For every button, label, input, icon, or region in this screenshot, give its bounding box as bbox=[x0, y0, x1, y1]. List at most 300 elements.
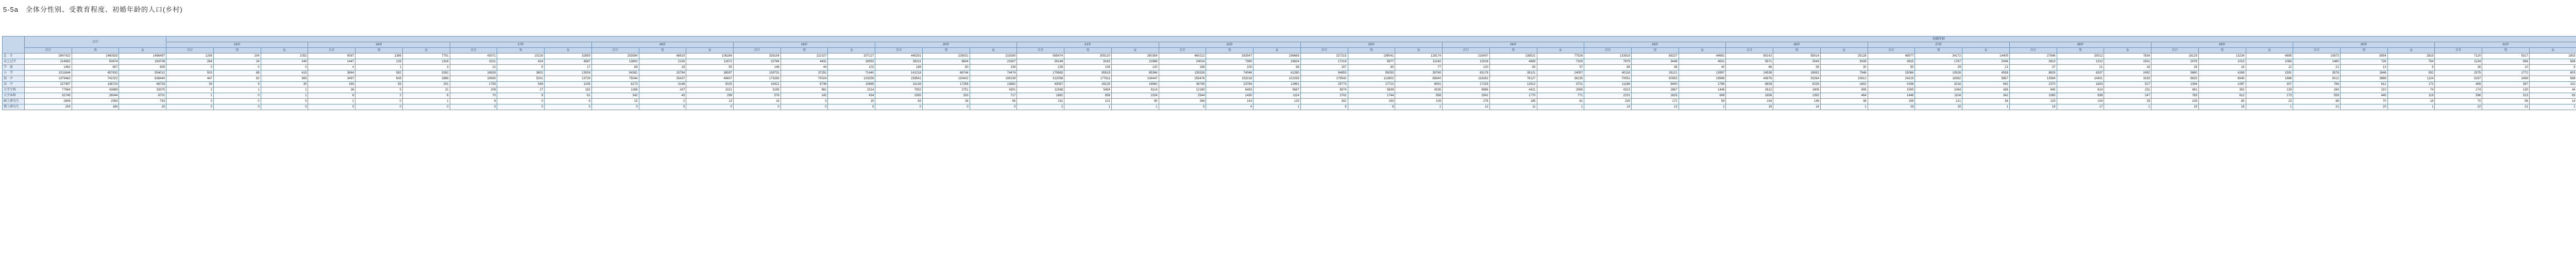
table-cell: 88 bbox=[1584, 65, 1632, 70]
header-sex: 女 bbox=[1537, 48, 1584, 54]
table-cell: 2646 bbox=[2340, 70, 2387, 76]
header-sex: 女 bbox=[2104, 48, 2151, 54]
table-cell: 1 bbox=[308, 99, 355, 104]
table-cell: 39760 bbox=[1395, 70, 1443, 76]
table-cell: 260354 bbox=[1111, 54, 1159, 59]
header-sex: 女 bbox=[2387, 48, 2435, 54]
table-cell: 4301 bbox=[970, 87, 1017, 93]
table-cell: 109139 bbox=[970, 76, 1017, 82]
table-cell: 1625 bbox=[1631, 93, 1679, 99]
header-sex: 女 bbox=[1962, 48, 2010, 54]
table-cell: 2541 bbox=[1443, 93, 1490, 99]
table-cell: 6493 bbox=[1206, 87, 1253, 93]
table-cell: 15 bbox=[828, 99, 875, 104]
table-cell: 396 bbox=[2435, 93, 2482, 99]
table-cell: 94853 bbox=[1300, 70, 1348, 76]
table-cell: 1318 bbox=[402, 59, 450, 65]
table-cell: 1446 bbox=[1679, 87, 1726, 93]
table-cell: 25128 bbox=[1820, 54, 1868, 59]
table-cell: 219260 bbox=[970, 54, 1017, 59]
table-cell: 12180 bbox=[1159, 87, 1206, 93]
table-cell: 108 bbox=[970, 65, 1017, 70]
table-cell: 74 bbox=[2387, 87, 2435, 93]
table-row bbox=[3, 65, 2576, 70]
table-cell: 8 bbox=[2387, 65, 2435, 70]
table-cell: 612 bbox=[2340, 82, 2387, 87]
table-cell: 80142 bbox=[1726, 54, 1773, 59]
table-cell: 48577 bbox=[1868, 54, 1915, 59]
table-cell: 771 bbox=[1537, 93, 1584, 99]
table-cell: 18930 bbox=[450, 76, 497, 82]
table-cell: 40118 bbox=[1584, 70, 1632, 76]
table-cell: 6828 bbox=[1726, 82, 1773, 87]
table-cell: 15 bbox=[1915, 104, 1962, 110]
header-sex: 男 bbox=[1631, 48, 1679, 54]
table-cell: 6 bbox=[2529, 65, 2576, 70]
table-cell: 6337 bbox=[2057, 70, 2104, 76]
table-cell: 440 bbox=[2340, 93, 2387, 99]
table-cell: 1052 bbox=[261, 54, 308, 59]
table-cell: 17722 bbox=[1348, 82, 1395, 87]
table-cell: 116262 bbox=[1443, 76, 1490, 82]
table-cell: 198 bbox=[1159, 65, 1206, 70]
table-cell: 16962 bbox=[1111, 82, 1159, 87]
table-cell: 838 bbox=[2057, 93, 2104, 99]
table-cell: 231 bbox=[2104, 87, 2151, 93]
table-cell: 14 bbox=[1773, 104, 1821, 110]
table-cell: 93 bbox=[875, 99, 923, 104]
table-cell: 5857 bbox=[1962, 76, 2010, 82]
table-cell: 120 bbox=[1111, 65, 1159, 70]
table-cell: 3497 bbox=[308, 76, 355, 82]
table-cell: 6645 bbox=[2198, 76, 2246, 82]
table-cell: 191 bbox=[1017, 99, 1064, 104]
table-cell: 153094 bbox=[591, 54, 639, 59]
table-row bbox=[3, 87, 2576, 93]
table-cell: 172 bbox=[2387, 82, 2435, 87]
header-sex: 男 bbox=[2057, 48, 2104, 54]
table-cell: 333 bbox=[922, 93, 970, 99]
table-cell: 19 bbox=[2151, 104, 2199, 110]
header-age-group: 17岁 bbox=[450, 42, 591, 48]
header-sex: 女 bbox=[686, 48, 734, 54]
table-cell: 21986 bbox=[1111, 59, 1159, 65]
table-cell: 7979 bbox=[1584, 59, 1632, 65]
table-cell: 247 bbox=[2104, 93, 2151, 99]
header-sex: 男 bbox=[355, 48, 403, 54]
table-cell: 21 bbox=[402, 87, 450, 93]
table-cell: 698 bbox=[2529, 76, 2576, 82]
table-cell: 4 bbox=[1206, 104, 1253, 110]
table-cell: 20012 bbox=[2057, 54, 2104, 59]
table-cell: 44 bbox=[781, 65, 828, 70]
table-cell: 3183 bbox=[2104, 76, 2151, 82]
table-cell: 2806 bbox=[25, 99, 72, 104]
table-cell: 4431 bbox=[781, 59, 828, 65]
table-cell: 226031 bbox=[922, 54, 970, 59]
table-cell: 18362 bbox=[1915, 76, 1962, 82]
table-cell: 0 bbox=[308, 104, 355, 110]
table-cell: 264 bbox=[166, 59, 214, 65]
table-cell: 1 bbox=[213, 87, 261, 93]
table-cell: 2063 bbox=[72, 99, 119, 104]
table-cell: 85519 bbox=[1064, 70, 1112, 76]
table-cell: 566 bbox=[2482, 59, 2530, 65]
table-cell: 146 bbox=[1773, 99, 1821, 104]
table-cell: 313 bbox=[2482, 93, 2530, 99]
table-cell: 133 bbox=[2009, 99, 2057, 104]
table-cell: 1501 bbox=[2104, 59, 2151, 65]
header-sex: 男 bbox=[1064, 48, 1112, 54]
table-cell: 7946 bbox=[1820, 70, 1868, 76]
table-cell: 36 bbox=[1773, 65, 1821, 70]
table-cell: 365 bbox=[261, 76, 308, 82]
table-cell: 5226 bbox=[1773, 82, 1821, 87]
table-cell: 16624 bbox=[1253, 59, 1301, 65]
table-cell: 2314 bbox=[828, 87, 875, 93]
header-sex: 女 bbox=[1253, 48, 1301, 54]
header-sex: 合计 bbox=[25, 48, 72, 54]
table-cell: 6701 bbox=[119, 93, 166, 99]
table-cell: 15 bbox=[591, 99, 639, 104]
table-cell: 8 bbox=[545, 99, 592, 104]
table-cell: 434 bbox=[828, 93, 875, 99]
table-cell: 0 bbox=[213, 99, 261, 104]
table-cell: 1856 bbox=[1726, 93, 1773, 99]
table-cell: 16828 bbox=[450, 70, 497, 76]
table-cell: 1460925 bbox=[72, 54, 119, 59]
table-cell: 13 bbox=[1631, 104, 1679, 110]
table-cell: 2543 bbox=[1773, 59, 1821, 65]
table-cell: 1245 bbox=[545, 82, 592, 87]
table-cell: 209 bbox=[450, 87, 497, 93]
table-cell: 612 bbox=[2198, 93, 2246, 99]
table-cell: 276 bbox=[1443, 99, 1490, 104]
table-cell: 170883 bbox=[1017, 70, 1064, 76]
table-cell: 80 bbox=[922, 65, 970, 70]
table-cell: 130 bbox=[2482, 87, 2530, 93]
table-cell: 32855 bbox=[545, 54, 592, 59]
table-cell: 1793 bbox=[450, 82, 497, 87]
row-label: 小 学 bbox=[3, 70, 25, 76]
table-cell: 5454 bbox=[1064, 87, 1112, 93]
table-cell: 21 bbox=[1962, 65, 2010, 70]
table-cell: 199041 bbox=[1348, 54, 1395, 59]
table-cell: 24057 bbox=[1537, 70, 1584, 76]
table-cell: 173 bbox=[2246, 93, 2293, 99]
table-cell: 163708 bbox=[119, 59, 166, 65]
row-label: 博士研究生 bbox=[3, 104, 25, 110]
table-cell: 13234 bbox=[2198, 54, 2246, 59]
table-cell: 65640 bbox=[1395, 76, 1443, 82]
table-cell: 1 bbox=[402, 99, 450, 104]
table-cell: 28211 bbox=[875, 59, 923, 65]
table-cell: 447 bbox=[166, 76, 214, 82]
table-cell: 18353 bbox=[828, 59, 875, 65]
table-cell: 554012 bbox=[119, 70, 166, 76]
table-cell: 328154 bbox=[734, 54, 781, 59]
header-sex: 女 bbox=[545, 48, 592, 54]
table-cell: 78127 bbox=[1489, 76, 1537, 82]
table-cell: 61 bbox=[545, 93, 592, 99]
table-cell: 77526 bbox=[1537, 54, 1584, 59]
table-cell: 108731 bbox=[734, 70, 781, 76]
table-cell: 80 bbox=[1348, 65, 1395, 70]
table-cell: 6114 bbox=[1111, 87, 1159, 93]
table-cell: 0 bbox=[922, 104, 970, 110]
table-cell: 194 bbox=[1726, 99, 1773, 104]
table-cell: 103259 bbox=[828, 76, 875, 82]
table-cell: 1591 bbox=[2246, 70, 2293, 76]
table-cell: 0 bbox=[497, 99, 545, 104]
header-sex: 女 bbox=[828, 48, 875, 54]
table-cell: 2231 bbox=[1584, 93, 1632, 99]
table-cell: 1024 bbox=[1111, 93, 1159, 99]
table-cell: 1 bbox=[1253, 104, 1301, 110]
table-cell: 77 bbox=[1395, 65, 1443, 70]
table-cell: 0 bbox=[261, 65, 308, 70]
table-cell: 18 bbox=[734, 99, 781, 104]
table-cell: 1 bbox=[1537, 104, 1584, 110]
table-cell: 2 bbox=[166, 87, 214, 93]
table-cell: 7052 bbox=[875, 87, 923, 93]
table-cell: 10612 bbox=[1820, 76, 1868, 82]
table-cell: 0 bbox=[213, 65, 261, 70]
header-age-group: 31岁 bbox=[2435, 42, 2576, 48]
table-cell: 0 bbox=[875, 104, 923, 110]
table-cell: 18 bbox=[2009, 104, 2057, 110]
header-age-group: 30岁 bbox=[2293, 42, 2435, 48]
table-cell: 24538 bbox=[1726, 70, 1773, 76]
header-sex: 女 bbox=[2246, 48, 2293, 54]
table-cell: 11672 bbox=[686, 59, 734, 65]
data-table bbox=[2, 36, 2576, 110]
table-cell: 74474 bbox=[970, 70, 1017, 76]
table-cell: 2786 bbox=[1679, 82, 1726, 87]
table-cell: 0 bbox=[213, 104, 261, 110]
table-cell: 0 bbox=[261, 99, 308, 104]
table-cell: 0 bbox=[166, 65, 214, 70]
table-cell: 6986 bbox=[1443, 87, 1490, 93]
table-row bbox=[3, 59, 2576, 65]
table-cell: 5687 bbox=[1253, 87, 1301, 93]
header-sex: 合计 bbox=[2293, 48, 2341, 54]
table-cell: 2492 bbox=[2104, 70, 2151, 76]
table-cell: 17 bbox=[545, 65, 592, 70]
table-cell: 415 bbox=[261, 70, 308, 76]
table-cell: 77064 bbox=[25, 87, 72, 93]
table-cell: 284 bbox=[2293, 87, 2341, 93]
table-cell: 8633 bbox=[2151, 76, 2199, 82]
table-cell: 55014 bbox=[1773, 54, 1821, 59]
table-cell: 0 bbox=[355, 104, 403, 110]
table-cell: 10401 bbox=[2057, 76, 2104, 82]
table-cell: 260 bbox=[308, 82, 355, 87]
table-cell: 104 bbox=[2057, 99, 2104, 104]
table-cell: 4538 bbox=[1962, 70, 2010, 76]
table-cell: 130402 bbox=[922, 76, 970, 82]
table-cell: 30148 bbox=[1017, 59, 1064, 65]
table-cell: 2702 bbox=[1300, 93, 1348, 99]
header-age-group: 28岁 bbox=[2009, 42, 2151, 48]
table-cell: 26125 bbox=[1064, 82, 1112, 87]
table-cell: 23784 bbox=[1206, 82, 1253, 87]
table-cell: 38597 bbox=[686, 70, 734, 76]
table-cell: 177611 bbox=[1064, 76, 1112, 82]
table-cell: 1 bbox=[2104, 104, 2151, 110]
header-sex: 男 bbox=[1206, 48, 1253, 54]
table-cell: 74046 bbox=[1206, 70, 1253, 76]
table-cell: 0 bbox=[355, 99, 403, 104]
table-cell: 196665 bbox=[1253, 54, 1301, 59]
table-cell: 11568 bbox=[1017, 87, 1064, 93]
table-cell: 2 bbox=[639, 99, 686, 104]
header-age-group: 27岁 bbox=[1868, 42, 2009, 48]
table-cell: 12 bbox=[1443, 104, 1490, 110]
table-cell: 881 bbox=[781, 87, 828, 93]
table-cell: 13584 bbox=[2009, 76, 2057, 82]
table-cell: 81 bbox=[1537, 99, 1584, 104]
table-cell: 624 bbox=[497, 59, 545, 65]
table-cell: 469 bbox=[2435, 82, 2482, 87]
table-cell: 24 bbox=[213, 59, 261, 65]
table-cell: 9 bbox=[1300, 104, 1348, 110]
table-cell: 1772 bbox=[2482, 70, 2530, 76]
table-cell: 2078 bbox=[2151, 59, 2199, 65]
table-cell: 24014 bbox=[1159, 59, 1206, 65]
table-cell: 17219 bbox=[1300, 59, 1348, 65]
table-cell: 582 bbox=[355, 70, 403, 76]
table-cell: 128174 bbox=[1395, 54, 1443, 59]
table-cell: 460212 bbox=[1159, 54, 1206, 59]
table-cell: 445291 bbox=[875, 54, 923, 59]
header-sex: 女 bbox=[1679, 48, 1726, 54]
table-cell: 754 bbox=[2387, 59, 2435, 65]
table-cell: 3844 bbox=[308, 70, 355, 76]
table-cell: 138724 bbox=[72, 82, 119, 87]
table-cell: 0 bbox=[828, 104, 875, 110]
table-cell: 3262 bbox=[402, 70, 450, 76]
table-cell: 66744 bbox=[922, 70, 970, 76]
table-cell: 932 bbox=[2387, 70, 2435, 76]
table-cell: 210 bbox=[2340, 87, 2387, 93]
table-row bbox=[3, 104, 2576, 110]
table-cell: 61280 bbox=[1253, 70, 1301, 76]
row-label: 学 前 bbox=[3, 65, 25, 70]
row-label: 总 计 bbox=[3, 54, 25, 59]
table-cell: 342 bbox=[591, 93, 639, 99]
header-sex: 合计 bbox=[308, 48, 355, 54]
header-sex: 男 bbox=[497, 48, 545, 54]
table-cell: 606 bbox=[1679, 93, 1726, 99]
table-cell: 2889 bbox=[402, 76, 450, 82]
header-sex: 女 bbox=[1820, 48, 1868, 54]
table-cell: 559 bbox=[2293, 93, 2341, 99]
header-sex: 男 bbox=[639, 48, 686, 54]
table-cell: 2819 bbox=[2387, 54, 2435, 59]
table-cell: 16 bbox=[2435, 65, 2482, 70]
table-cell: 143 bbox=[1206, 99, 1253, 104]
table-cell: 193 bbox=[1348, 99, 1395, 104]
table-cell: 1 bbox=[2246, 104, 2293, 110]
table-cell: 101 bbox=[1064, 99, 1112, 104]
table-cell: 106284 bbox=[686, 54, 734, 59]
table-cell: 16592 bbox=[1773, 70, 1821, 76]
table-cell: 0 bbox=[734, 104, 781, 110]
table-cell: 58 bbox=[1679, 99, 1726, 104]
table-cell: 0 bbox=[166, 99, 214, 104]
table-cell: 204 bbox=[25, 104, 72, 110]
table-cell: 10528 bbox=[1915, 70, 1962, 76]
table-cell: 142 bbox=[781, 93, 828, 99]
row-label: 硕士研究生 bbox=[3, 99, 25, 104]
table-cell: 3197 bbox=[2435, 76, 2482, 82]
table-cell: 1011644 bbox=[25, 70, 72, 76]
table-cell: 1843 bbox=[2057, 82, 2104, 87]
header-age-group: 22岁 bbox=[1159, 42, 1300, 48]
table-cell: 2 bbox=[1017, 104, 1064, 110]
header-sex: 合计 bbox=[166, 48, 214, 54]
table-cell: 23 bbox=[2246, 99, 2293, 104]
table-cell: 1446 bbox=[1868, 93, 1915, 99]
table-cell: 30264 bbox=[1773, 76, 1821, 82]
table-cell: 39 bbox=[166, 82, 214, 87]
table-cell: 717 bbox=[970, 93, 1017, 99]
table-row bbox=[3, 70, 2576, 76]
table-cell: 741022 bbox=[72, 76, 119, 82]
table-cell: 38 bbox=[1962, 99, 2010, 104]
table-cell: 614 bbox=[2057, 87, 2104, 93]
table-cell: 1803 bbox=[2529, 54, 2576, 59]
row-label: 初 中 bbox=[3, 76, 25, 82]
table-cell: 125 bbox=[1253, 99, 1301, 104]
header-age-group: 18岁 bbox=[591, 42, 733, 48]
table-cell: 21 bbox=[2293, 65, 2341, 70]
table-cell: 1602 bbox=[1820, 82, 1868, 87]
table-cell: 608 bbox=[355, 76, 403, 82]
table-cell: 10 bbox=[2482, 65, 2530, 70]
header-age-group: 24岁 bbox=[1443, 42, 1584, 48]
table-cell: 13882 bbox=[970, 82, 1017, 87]
table-cell: 88 bbox=[213, 70, 261, 76]
table-cell: 36745 bbox=[1159, 82, 1206, 87]
table-cell: 16 bbox=[1868, 104, 1915, 110]
table-cell: 307 bbox=[2246, 82, 2293, 87]
table-cell: 2544 bbox=[1159, 93, 1206, 99]
table-cell: 3148 bbox=[639, 82, 686, 87]
table-cell: 44691 bbox=[1679, 54, 1726, 59]
table-cell: 11 bbox=[1489, 104, 1537, 110]
table-cell: 352 bbox=[2198, 87, 2246, 93]
table-cell: 5317 bbox=[2482, 54, 2530, 59]
table-cell: 14 bbox=[2529, 99, 2576, 104]
table-cell: 66 bbox=[1726, 65, 1773, 70]
table-cell: 657 bbox=[72, 65, 119, 70]
table-cell: 70 bbox=[450, 93, 497, 99]
table-cell: 230 bbox=[1584, 99, 1632, 104]
table-cell: 22 bbox=[2435, 104, 2482, 110]
table-cell: 85364 bbox=[1111, 70, 1159, 76]
table-cell: 18 bbox=[2387, 99, 2435, 104]
table-cell: 3815 bbox=[1868, 59, 1915, 65]
table-cell: 12 bbox=[2246, 65, 2293, 70]
table-cell: 726 bbox=[2340, 59, 2387, 65]
table-cell: 71440 bbox=[828, 70, 875, 76]
table-cell: 481 bbox=[2151, 87, 2199, 93]
table-cell: 141218 bbox=[875, 70, 923, 76]
table-cell: 2370 bbox=[2009, 82, 2057, 87]
table-cell: 102 bbox=[828, 65, 875, 70]
